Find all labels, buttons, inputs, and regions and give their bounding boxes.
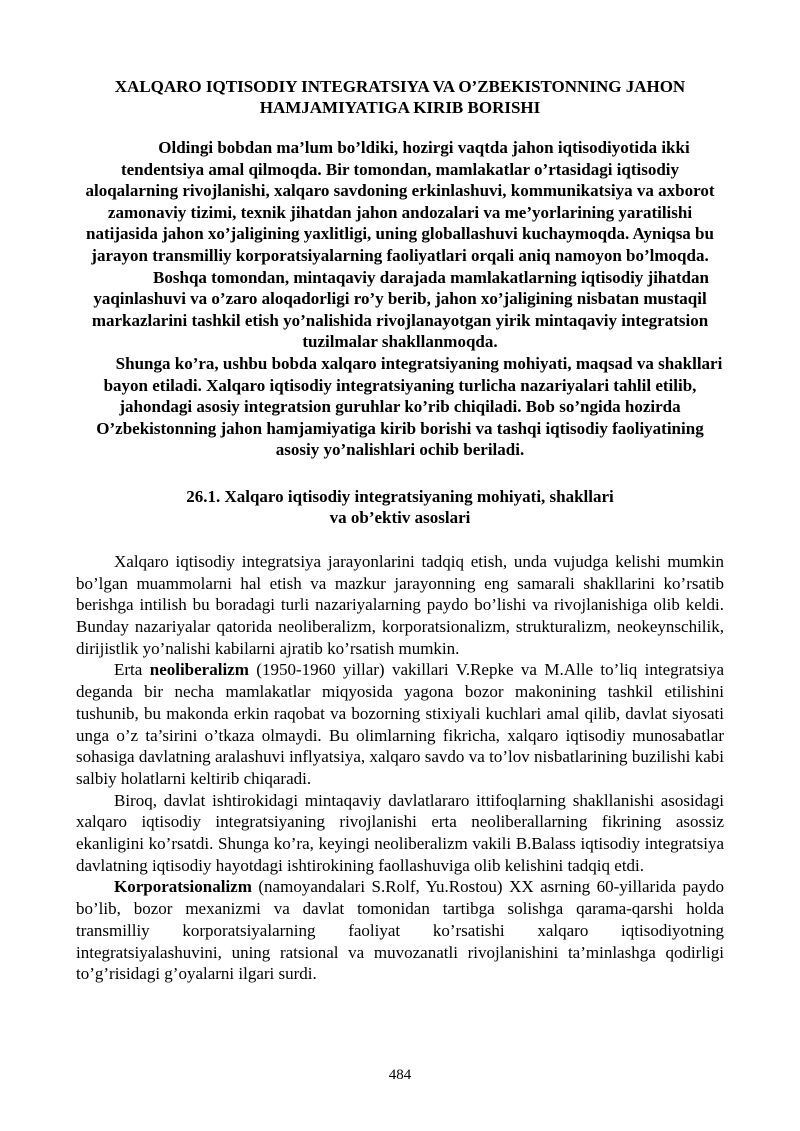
chapter-title-line-2: HAMJAMIYATIGA KIRIB BORISHI [259,98,541,117]
body-paragraph-4 [76,876,724,985]
body-paragraph-1: Xalqaro iqtisodiy integratsiya jarayonlarini tadqiq etish, unda vujudga kelishi mumkin bo’lgan muammolarni hal etish va mazkur jarayonning eng samarali shakllarini ko’rsatib berishga intilish bu boradagi turli nazariyalarning paydo bo’lishi va rivojlanishiga olib keldi. Bunday nazariyalar qatorida neoliberalizm, korporatsionalizm, strukturalizm, neokeynschilik, dirijistlik yo’nalishi kabilarni ajratib ko’rsatish mumkin. [76,551,724,658]
paragraph-lead-text: Erta [114,660,150,680]
intro-paragraph-1: Oldingi bobdan ma’lum bo’ldiki, hozirgi vaqtda jahon iqtisodiyotida ikki tendentsiya amal qilmoqda. Bir tomondan, mamlakatlar o’rtasidagi iqtisodiy aloqalarning rivojlanishi, xalqaro savdoning erkinlashuvi, kommunikatsiya va axborot zamonaviy tizimi, texnik jihatdan jahon andozalari va me’yorlarining yaratilishi natijasida jahon xo’jaligining yaxlitligi, uning globallashuvi kuchaymoqda. Ayniqsa bu jarayon transmilliy korporatsiyalarning faoliyatlari orqali aniq namoyon bo’lmoqda. [85,138,715,265]
chapter-title-line-1: XALQARO IQTISODIY INTEGRATSIYA VA O’ZBEKISTONNING JAHON [114,77,686,96]
section-title [76,486,724,528]
section-body [76,551,724,985]
body-paragraph-2 [76,659,724,789]
chapter-intro [76,137,724,461]
section-title-line-1: 26.1. Xalqaro iqtisodiy integratsiyaning mohiyati, shakllari [186,486,614,506]
page-number: 484 [388,1067,412,1083]
section-title-line-2: va ob’ektiv asoslari [329,507,471,527]
intro-paragraph-3: Shunga ko’ra, ushbu bobda xalqaro integratsiyaning mohiyati, maqsad va shakllari bayon etiladi. Xalqaro iqtisodiy integratsiyaning turlicha nazariyalari tahlil etilib, jahondagi asosiy integratsion guruhlar ko’rib chiqiladi. Bob so’ngida hozirda O’zbekistonning jahon hamjamiyatiga kirib borishi va tashqi iqtisodiy faoliyatining asosiy yo’nalishlari ochib beriladi. [96,353,723,460]
term-korporatsionalizm: Korporatsionalizm [114,877,252,897]
chapter-title [76,76,724,118]
paragraph-continuation: (1950-1960 yillar) vakillari V.Repke va M.Alle to’liq integratsiya deganda bir necha mamlakatlar miqyosida yagona bozor makonining tashkil etilishini tushunib, bu makonda erkin raqobat va bozorning stixiyali kuchlari amal qilib, davlat siyosati unga o’z ta’sirini o’tkaza olmaydi. Bu olimlarning fikricha, xalqaro iqtisodiy munosabatlar sohasiga davlatning aralashuvi inflyatsiya, xalqaro savdo va to’lov nisbatlarining buzilishi kabi salbiy holatlarni keltirib chiqaradi. [76,660,724,788]
body-paragraph-3: Biroq, davlat ishtirokidagi mintaqaviy davlatlararo ittifoqlarning shakllanishi asosidagi xalqaro iqtisodiy integratsiyaning rivojlanishi erta neoliberallarning fikrining asossiz ekanligini ko’rsatdi. Shunga ko’ra, keyingi neoliberalizm vakili B.Balass iqtisodiy integratsiya davlatning iqtisodiy hayotdagi ishtirokining faollashuviga olib kelishini tadqiq etdi. [76,790,724,875]
paragraph-continuation: (namoyandalari S.Rolf, Yu.Rostou) XX asrning 60-yillarida paydo bo’lib, bozor mexanizmi va davlat tomonidan tartibga solishga qarama-qarshi holda transmilliy korporatsiyalarning faoliyat ko’rsatishi xalqaro iqtisodiyotning integratsiyalashuvini, uning ratsional va muvozanatli rivojlanishini ta’minlashga qodirligi to’g’risidagi g’oyalarni ilgari surdi. [76,877,724,984]
intro-paragraph-2: Boshqa tomondan, mintaqaviy darajada mamlakatlarning iqtisodiy jihatdan yaqinlashuvi va o’zaro aloqadorligi ro’y berib, jahon xo’jaligining nisbatan mustaqil markazlarini tashkil etish yo’nalishida rivojlanayotgan yirik mintaqaviy integratsion tuzilmalar shakllanmoqda. [91,267,709,352]
term-neoliberalizm: neoliberalizm [149,660,249,680]
